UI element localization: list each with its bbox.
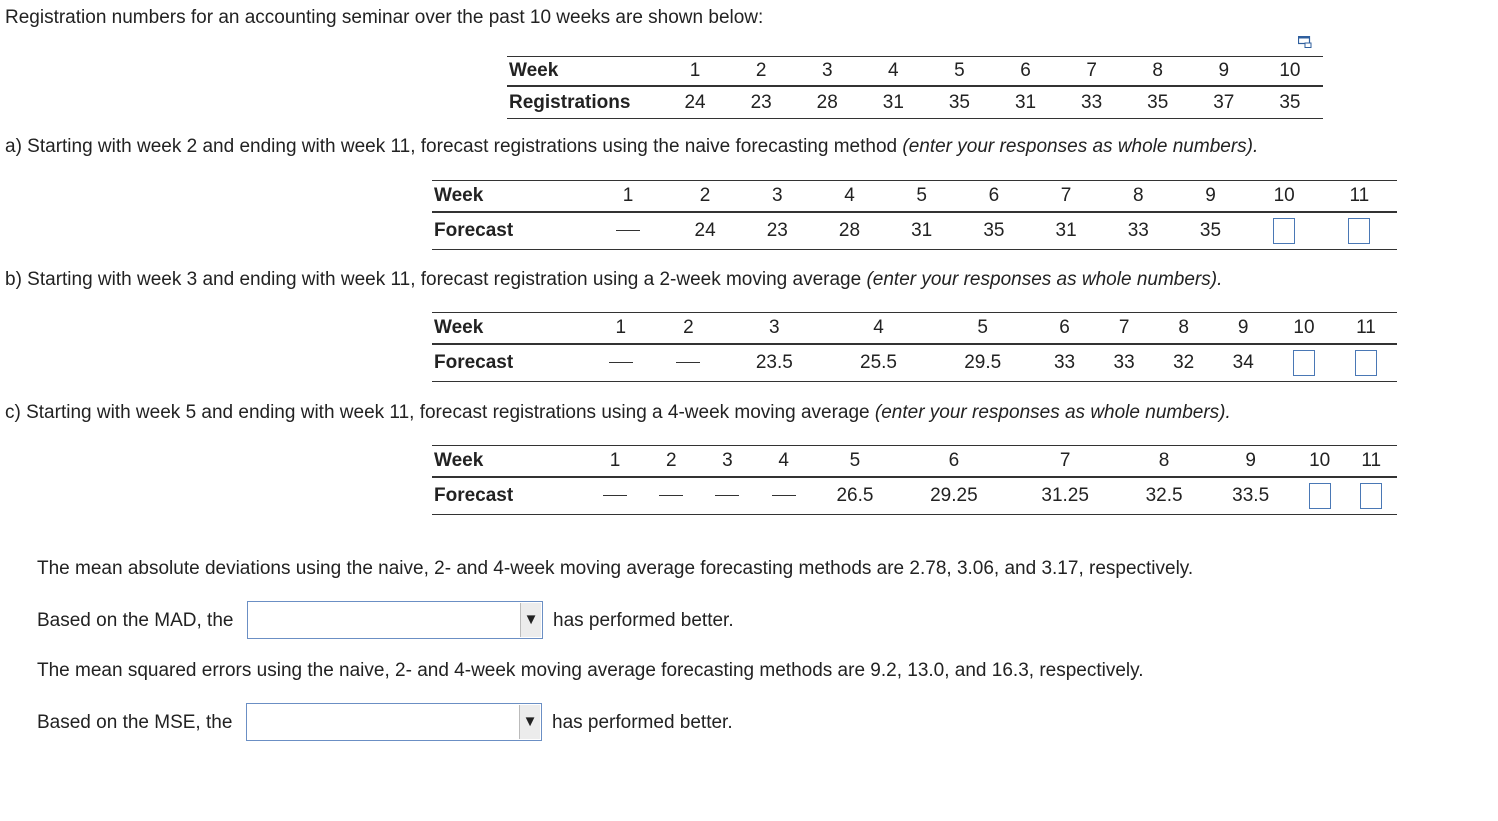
forecast-na-cell: [756, 477, 812, 515]
part-c-hint: (enter your responses as whole numbers).: [874, 402, 1231, 423]
week-label: Week: [432, 446, 587, 478]
week-number: 1: [662, 57, 728, 87]
week-number: 1: [587, 446, 643, 478]
week-number: 9: [1191, 57, 1257, 87]
mse-text: The mean squared errors using the naive, 2- and 4-week moving average forecasting methods are 9.2, 13.0, and 16.3, respectively.: [37, 660, 1144, 681]
mse-suffix: has performed better.: [552, 712, 733, 733]
week-row: [432, 181, 1397, 213]
week-number: 11: [1335, 313, 1397, 345]
week-number: 3: [794, 57, 860, 87]
dash-mark: [676, 362, 700, 363]
week-number: 6: [898, 446, 1009, 478]
week-label: Week: [432, 181, 587, 213]
dropdown-arrow-icon[interactable]: ▼: [519, 705, 540, 739]
week-number: 11: [1322, 181, 1397, 213]
two-week-ma-table: [432, 312, 1397, 382]
week-number: 10: [1294, 446, 1345, 478]
forecast-na-cell: [587, 212, 669, 250]
dash-mark: [659, 495, 683, 496]
forecast-answer-cell: [1345, 477, 1397, 515]
forecast-input-week-11[interactable]: [1360, 483, 1382, 509]
part-a-hint: (enter your responses as whole numbers).: [902, 136, 1259, 157]
forecast-answer-cell: [1247, 212, 1322, 250]
week-number: 2: [655, 313, 723, 345]
forecast-value: 31.25: [1010, 477, 1121, 515]
part-a-text: [5, 136, 1258, 158]
registration-value: 31: [992, 86, 1058, 119]
week-row: [507, 57, 1323, 87]
forecast-label: Forecast: [432, 344, 587, 382]
part-c-text: [5, 402, 1231, 424]
forecast-value: 32: [1154, 344, 1214, 382]
forecast-value: 31: [886, 212, 958, 250]
week-number: 8: [1121, 446, 1208, 478]
forecast-input-week-10[interactable]: [1293, 350, 1315, 376]
week-label: Week: [507, 57, 662, 87]
week-number: 11: [1345, 446, 1397, 478]
registration-value: 23: [728, 86, 794, 119]
week-number: 8: [1102, 181, 1174, 213]
dash-mark: [609, 362, 633, 363]
registrations-label: Registrations: [507, 86, 662, 119]
week-number: 2: [728, 57, 794, 87]
week-label: Week: [432, 313, 587, 345]
forecast-value: 33: [1102, 212, 1174, 250]
week-number: 7: [1059, 57, 1125, 87]
registration-value: 31: [860, 86, 926, 119]
intro-text: Registration numbers for an accounting seminar over the past 10 weeks are shown below:: [5, 7, 764, 28]
forecast-value: 35: [958, 212, 1030, 250]
forecast-value: 23.5: [722, 344, 826, 382]
forecast-label: Forecast: [432, 212, 587, 250]
mse-method-select[interactable]: [246, 703, 542, 741]
forecast-label: Forecast: [432, 477, 587, 515]
forecast-answer-cell: [1335, 344, 1397, 382]
week-number: 5: [886, 181, 958, 213]
mad-suffix: has performed better.: [553, 610, 734, 631]
forecast-answer-cell: [1273, 344, 1335, 382]
week-number: 5: [812, 446, 899, 478]
forecast-value: 25.5: [826, 344, 930, 382]
week-number: 1: [587, 181, 669, 213]
part-b-question: b) Starting with week 3 and ending with week 11, forecast registration using a 2-week moving average: [5, 269, 867, 290]
week-number: 10: [1247, 181, 1322, 213]
week-number: 9: [1207, 446, 1294, 478]
week-number: 5: [931, 313, 1035, 345]
dash-mark: [603, 495, 627, 496]
week-number: 4: [756, 446, 812, 478]
week-number: 1: [587, 313, 655, 345]
week-number: 2: [643, 446, 699, 478]
week-number: 7: [1094, 313, 1154, 345]
registration-value: 24: [662, 86, 728, 119]
part-b-hint: (enter your responses as whole numbers).: [866, 269, 1223, 290]
registration-value: 28: [794, 86, 860, 119]
week-number: 4: [826, 313, 930, 345]
week-number: 10: [1257, 57, 1323, 87]
part-b-text: [5, 269, 1222, 291]
registration-value: 33: [1059, 86, 1125, 119]
naive-forecast-table: [432, 180, 1397, 250]
forecast-value: 31: [1030, 212, 1102, 250]
copy-icon[interactable]: [1298, 36, 1312, 48]
forecast-na-cell: [643, 477, 699, 515]
forecast-value: 28: [813, 212, 885, 250]
week-number: 2: [669, 181, 741, 213]
dash-mark: [715, 495, 739, 496]
week-number: 9: [1213, 313, 1273, 345]
forecast-row: [432, 344, 1397, 382]
week-row: [432, 446, 1397, 478]
forecast-na-cell: [587, 477, 643, 515]
forecast-value: 33.5: [1207, 477, 1294, 515]
dash-mark: [772, 495, 796, 496]
week-number: 9: [1174, 181, 1246, 213]
forecast-value: 32.5: [1121, 477, 1208, 515]
week-row: [432, 313, 1397, 345]
dash-mark: [616, 230, 640, 231]
dropdown-arrow-icon[interactable]: ▼: [520, 603, 541, 637]
four-week-ma-table: [432, 445, 1397, 515]
registrations-row: [507, 86, 1323, 119]
forecast-na-cell: [655, 344, 723, 382]
forecast-value: 34: [1213, 344, 1273, 382]
mad-prefix: Based on the MAD, the: [37, 610, 234, 631]
forecast-na-cell: [587, 344, 655, 382]
forecast-value: 35: [1174, 212, 1246, 250]
week-number: 5: [926, 57, 992, 87]
registrations-table: [507, 56, 1323, 119]
forecast-value: 23: [741, 212, 813, 250]
forecast-row: [432, 477, 1397, 515]
week-number: 3: [699, 446, 755, 478]
part-a-question: a) Starting with week 2 and ending with week 11, forecast registrations using the naive forecasting method: [5, 136, 903, 157]
forecast-value: 33: [1094, 344, 1154, 382]
registration-value: 37: [1191, 86, 1257, 119]
registration-value: 35: [926, 86, 992, 119]
mse-prefix: Based on the MSE, the: [37, 712, 233, 733]
forecast-input-week-11[interactable]: [1355, 350, 1377, 376]
mad-text: The mean absolute deviations using the naive, 2- and 4-week moving average forecasting methods are 2.78, 3.06, and 3.17, respectively.: [37, 558, 1194, 579]
week-number: 6: [1035, 313, 1095, 345]
forecast-answer-cell: [1322, 212, 1397, 250]
week-number: 6: [958, 181, 1030, 213]
week-number: 6: [992, 57, 1058, 87]
part-c-question: c) Starting with week 5 and ending with week 11, forecast registrations using a 4-week moving average: [5, 402, 875, 423]
forecast-na-cell: [699, 477, 755, 515]
mad-method-select[interactable]: [247, 601, 543, 639]
forecast-input-week-10[interactable]: [1309, 483, 1331, 509]
forecast-input-week-10[interactable]: [1273, 218, 1295, 244]
week-number: 7: [1030, 181, 1102, 213]
week-number: 7: [1010, 446, 1121, 478]
week-number: 4: [813, 181, 885, 213]
week-number: 10: [1273, 313, 1335, 345]
registration-value: 35: [1257, 86, 1323, 119]
forecast-value: 26.5: [812, 477, 899, 515]
forecast-value: 24: [669, 212, 741, 250]
week-number: 3: [741, 181, 813, 213]
forecast-value: 33: [1035, 344, 1095, 382]
week-number: 8: [1154, 313, 1214, 345]
week-number: 8: [1125, 57, 1191, 87]
forecast-row: [432, 212, 1397, 250]
registration-value: 35: [1125, 86, 1191, 119]
forecast-value: 29.5: [931, 344, 1035, 382]
forecast-answer-cell: [1294, 477, 1345, 515]
week-number: 3: [722, 313, 826, 345]
week-number: 4: [860, 57, 926, 87]
forecast-input-week-11[interactable]: [1348, 218, 1370, 244]
forecast-value: 29.25: [898, 477, 1009, 515]
